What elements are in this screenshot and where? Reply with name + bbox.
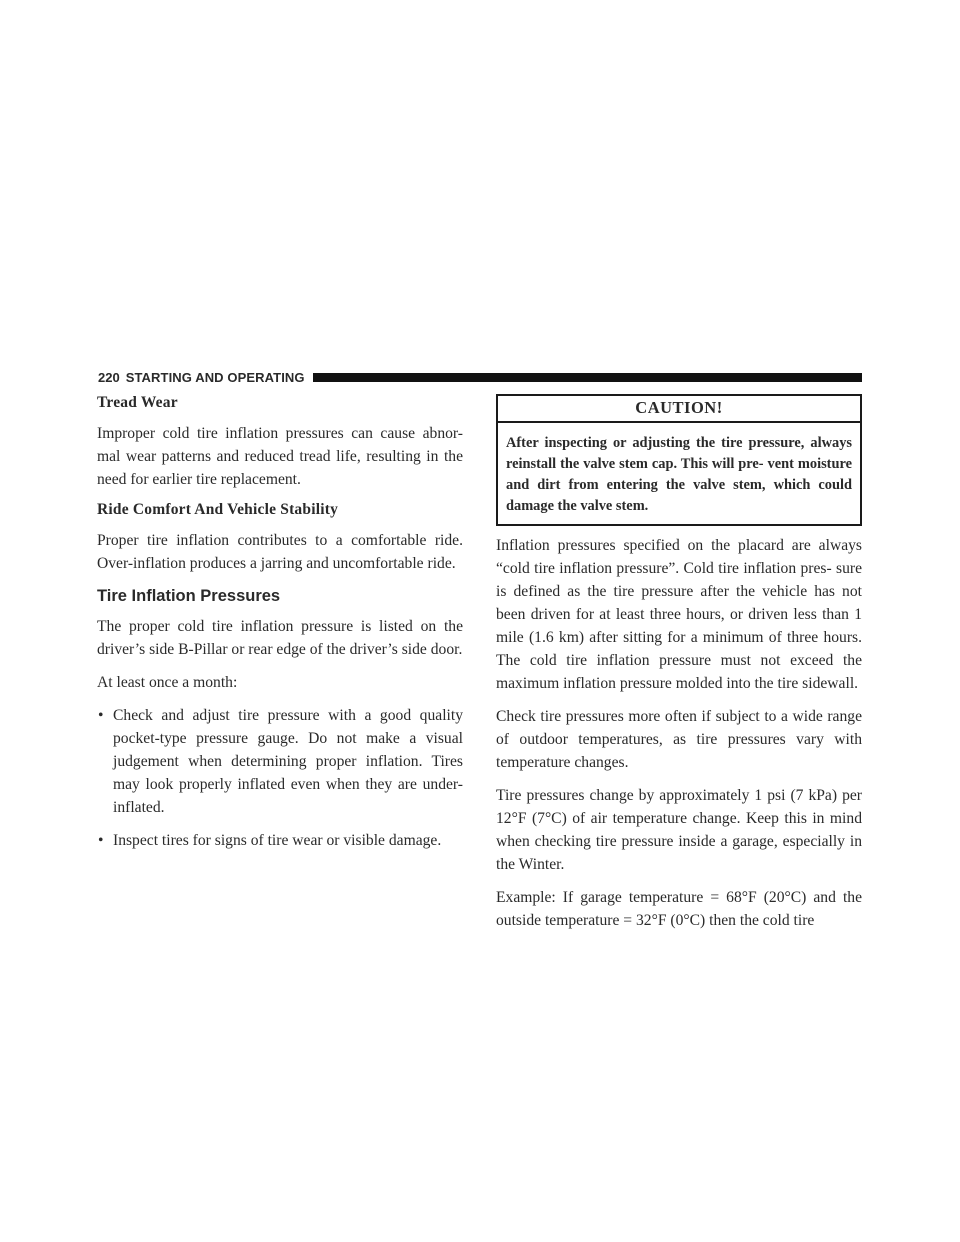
bullet-icon: • xyxy=(98,832,104,849)
left-column xyxy=(97,394,463,862)
monthly-intro: At least once a month: xyxy=(97,674,238,691)
list-item-text: Check and adjust tire pressure with a good quality pocket-type pressure gauge. Do not make a visual judgement when determining proper inflation. Tires may look properly inflated even when they are under-inflated. xyxy=(113,707,463,816)
caution-box xyxy=(496,394,862,526)
caution-text: After inspecting or adjusting the tire pressure, always reinstall the valve stem cap. This will pre- vent moisture and dirt from entering the valve stem, which could damage the valve stem. xyxy=(506,435,852,514)
tire-inflation-heading: Tire Inflation Pressures xyxy=(97,587,281,605)
bullet-icon: • xyxy=(98,707,104,724)
tread-wear-paragraph: Improper cold tire inflation pressures can cause abnor- mal wear patterns and reduced tread life, resulting in the need for earlier tire replacement. xyxy=(97,425,463,488)
example-paragraph: Example: If garage temperature = 68°F (20°C) and the outside temperature = 32°F (0°C) then the cold tire xyxy=(496,889,862,929)
section-title: STARTING AND OPERATING xyxy=(125,369,305,385)
tire-inflation-paragraph: The proper cold tire inflation pressure is listed on the driver’s side B-Pillar or rear edge of the driver’s side door. xyxy=(97,618,463,658)
temperature-range-paragraph: Check tire pressures more often if subject to a wide range of outdoor temperatures, as tire pressures vary with temperature changes. xyxy=(496,708,862,771)
page-header xyxy=(98,370,862,384)
pressure-change-paragraph: Tire pressures change by approximately 1 psi (7 kPa) per 12°F (7°C) of air temperature change. Keep this in mind when checking tire pressure inside a garage, especially in the Winter. xyxy=(496,787,862,873)
tread-wear-heading: Tread Wear xyxy=(97,394,178,411)
list-item xyxy=(97,829,463,852)
ride-comfort-heading: Ride Comfort And Vehicle Stability xyxy=(97,501,339,518)
placard-paragraph: Inflation pressures specified on the placard are always “cold tire inflation pressure”. Cold tire inflation pres- sure is defined as the tire pressure after the vehicle has not been driven for at least three hours, or driven less than 1 mile (1.6 km) after sitting for a minimum of three hours. The cold tire inflation pressure must not exceed the maximum inflation pressure molded into the tire sidewall. xyxy=(496,537,862,692)
right-column xyxy=(496,394,862,942)
header-rule xyxy=(313,373,862,382)
monthly-checklist xyxy=(97,704,463,852)
list-item-text: Inspect tires for signs of tire wear or visible damage. xyxy=(113,832,442,849)
caution-title: CAUTION! xyxy=(498,396,860,423)
page-number: 220 xyxy=(98,369,120,385)
ride-comfort-paragraph: Proper tire inflation contributes to a comfortable ride. Over-inflation produces a jarring and uncomfortable ride. xyxy=(97,532,463,572)
list-item xyxy=(97,704,463,819)
